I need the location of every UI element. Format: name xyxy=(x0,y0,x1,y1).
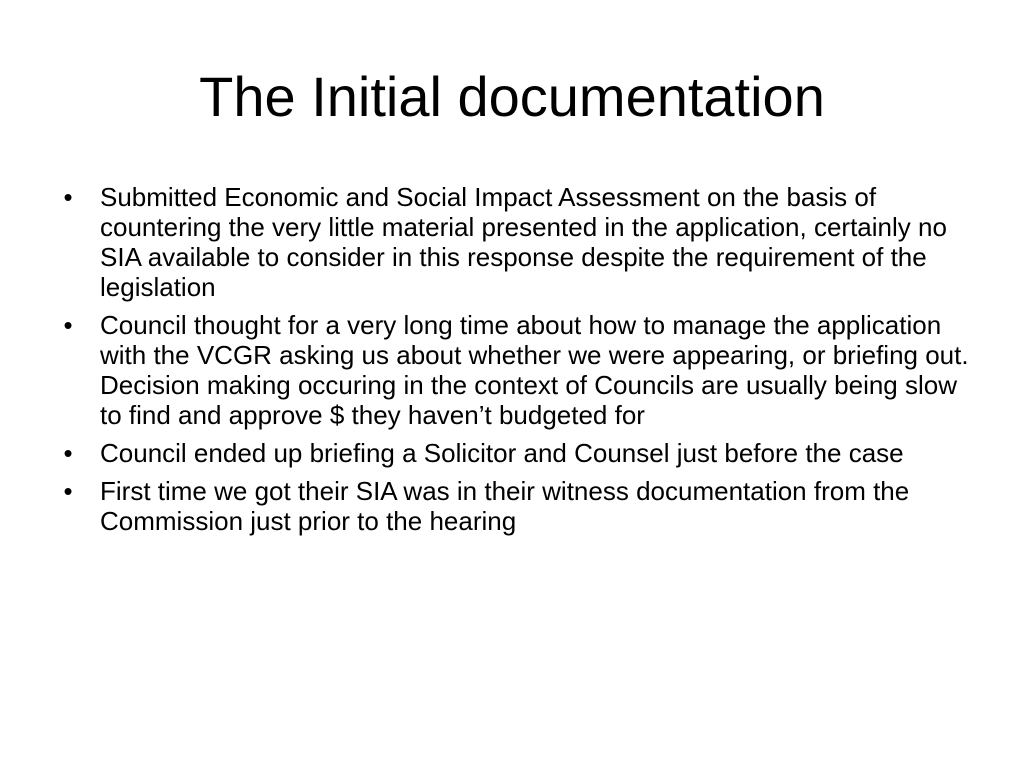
bullet-item xyxy=(58,182,974,302)
bullet-icon: • xyxy=(63,476,73,506)
bullet-item xyxy=(58,310,974,430)
bullet-list xyxy=(58,182,974,544)
bullet-item xyxy=(58,438,974,468)
bullet-text: First time we got their SIA was in their witness documentation from the Commission just prior to the hearing xyxy=(100,476,910,536)
bullet-icon: • xyxy=(63,310,73,340)
bullet-text: Submitted Economic and Social Impact Assessment on the basis of countering the very little material presented in the application, certainly no SIA available to consider in this response despite the requirement of the legislation xyxy=(100,182,947,302)
bullet-item xyxy=(58,476,974,536)
bullet-text: Council thought for a very long time about how to manage the application with the VCGR asking us about whether we were appearing, or briefing out. Decision making occuring in the context of Councils are usually being slow to find and approve $ they haven’t budgeted for xyxy=(100,310,969,430)
bullet-icon: • xyxy=(63,182,73,212)
slide-title: The Initial documentation xyxy=(199,65,825,128)
bullet-icon: • xyxy=(63,438,73,468)
bullet-text: Council ended up briefing a Solicitor and Counsel just before the case xyxy=(100,438,904,468)
